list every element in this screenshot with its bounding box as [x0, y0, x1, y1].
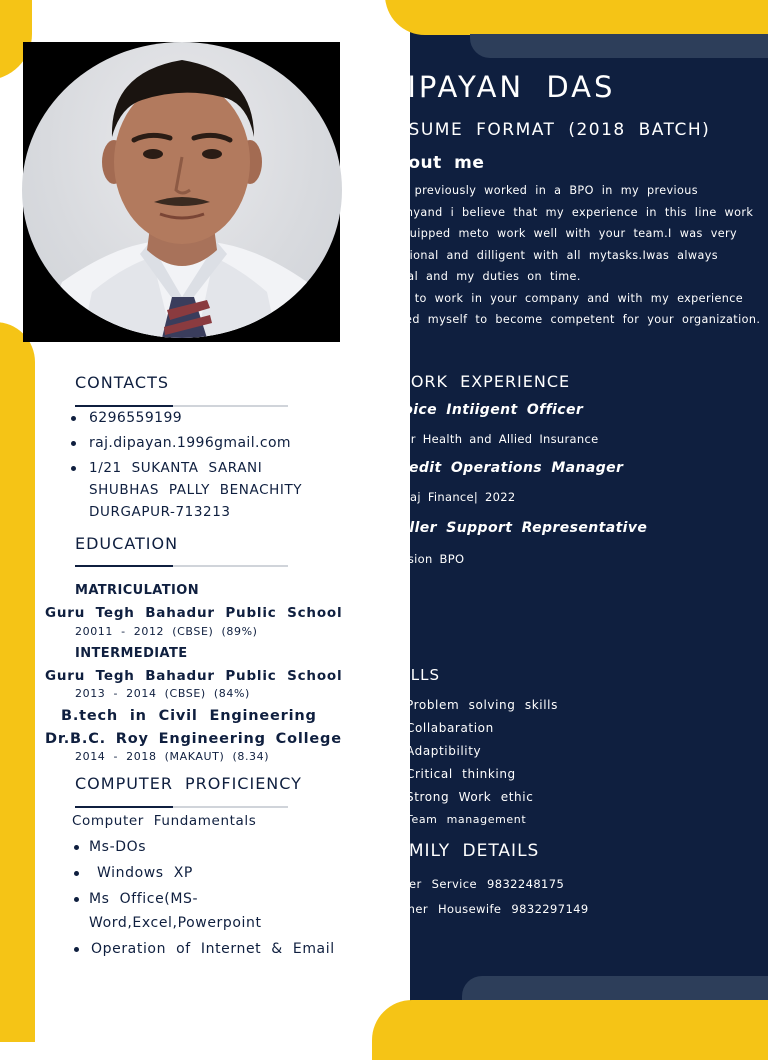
- candidate-name: DIPAYAN DAS: [382, 70, 616, 104]
- skills-heading: SKILLS: [384, 666, 441, 684]
- education-year: 2013 - 2014 (CBSE) (84%): [75, 687, 250, 700]
- contacts-list: [70, 407, 350, 526]
- job-title: Seller Support Representative: [389, 520, 648, 536]
- section-divider: [75, 565, 288, 567]
- education-school: Dr.B.C. Roy Engineering College: [45, 731, 342, 747]
- computer-skill-item: Ms-DOs: [73, 835, 343, 859]
- work-experience-heading: WORK EXPERIENCE: [394, 372, 571, 391]
- computer-skill-item: Windows XP: [73, 861, 343, 885]
- about-paragraph: I have previously worked in a BPO in my previous companyand i believe that my experience in this line work has equipped meto work well with your team.I was very professional and dilligent with all mytasks.Iwas always punctual and my duties on time.: [366, 184, 754, 283]
- skill-item: Problem solving skills: [386, 694, 558, 717]
- education-degree: B.tech in Civil Engineering: [61, 708, 317, 724]
- about-heading: About me: [382, 153, 485, 173]
- computer-subheading: Computer Fundamentals: [72, 813, 257, 829]
- education-year: 20011 - 2012 (CBSE) (89%): [75, 625, 258, 638]
- computer-skills-list: [73, 835, 343, 963]
- address-line: DURGAPUR-713213: [89, 504, 231, 520]
- contact-email: raj.dipayan.1996gmail.com: [70, 432, 350, 454]
- yellow-accent-bottom-right: [372, 1000, 768, 1060]
- education-level: INTERMEDIATE: [75, 646, 188, 661]
- education-heading: EDUCATION: [75, 534, 179, 553]
- job-organization: Star Health and Allied Insurance: [391, 432, 599, 446]
- about-text: [366, 180, 766, 331]
- yellow-accent-top-right: [385, 0, 768, 35]
- slate-accent-bottom: [462, 976, 768, 1002]
- education-school: Guru Tegh Bahadur Public School: [45, 605, 343, 621]
- job-organization: Fusion BPO: [394, 552, 465, 566]
- person-silhouette-icon: [22, 42, 342, 338]
- skill-item: Team management: [386, 809, 558, 832]
- family-details-heading: FAMILY DETAILS: [387, 841, 540, 861]
- education-level: MATRICULATION: [75, 583, 199, 598]
- computer-skill-item: Operation of Internet & Email: [73, 937, 343, 961]
- computer-skill-item: Ms Office(MS-Word,Excel,Powerpoint: [73, 887, 343, 935]
- skill-item: Collabaration: [386, 717, 558, 740]
- education-school: Guru Tegh Bahadur Public School: [45, 668, 343, 684]
- skill-item: Critical thinking: [386, 763, 558, 786]
- address-line: 1/21 SUKANTA SARANI: [89, 460, 263, 476]
- job-organization: Bajaj Finance| 2022: [391, 490, 516, 504]
- profile-photo: [22, 42, 342, 338]
- yellow-accent-left-side: [0, 322, 35, 1042]
- about-paragraph: I want to work in your company and with my experience prepared myself to become competent for your organization.: [366, 291, 761, 326]
- contact-address: [70, 457, 350, 523]
- computer-proficiency-heading: COMPUTER PROFICIENCY: [75, 774, 302, 793]
- resume-subtitle: RESUME FORMAT (2018 BATCH): [383, 120, 711, 140]
- slate-accent-top: [470, 34, 768, 58]
- education-year: 2014 - 2018 (MAKAUT) (8.34): [75, 750, 270, 763]
- family-father: Father Service 9832248175: [383, 877, 565, 891]
- skills-list: [386, 694, 558, 832]
- skill-item: Adaptibility: [386, 740, 558, 763]
- job-title: Credit Operations Manager: [391, 460, 624, 476]
- address-line: SHUBHAS PALLY BENACHITY: [89, 482, 303, 498]
- job-title: Voice Intiigent Officer: [393, 402, 584, 418]
- family-mother: Mother Housewife 9832297149: [385, 902, 589, 916]
- contacts-heading: CONTACTS: [75, 373, 170, 392]
- contact-phone: 6296559199: [70, 407, 350, 429]
- section-divider: [75, 806, 288, 808]
- skill-item: Strong Work ethic: [386, 786, 558, 809]
